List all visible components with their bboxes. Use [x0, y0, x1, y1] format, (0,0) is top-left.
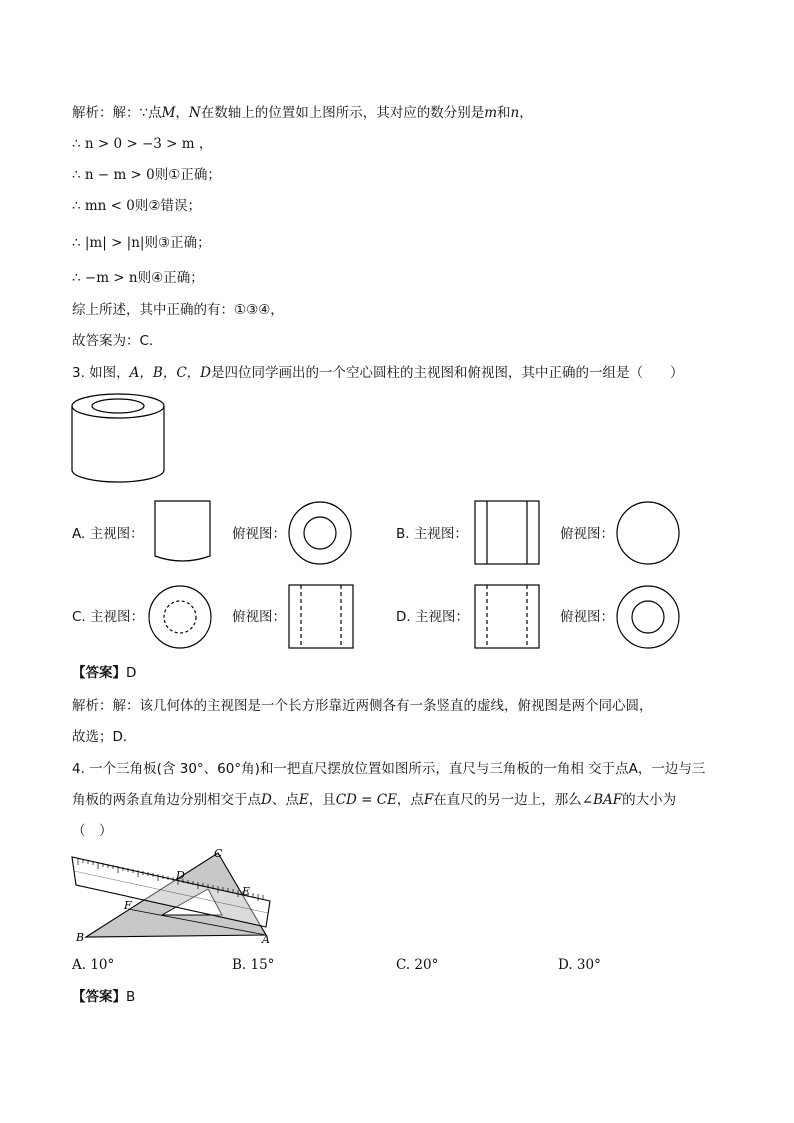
var-n: n [510, 105, 520, 121]
math: ∴ −m > n [72, 270, 138, 286]
label-F: F [124, 899, 132, 912]
math: ∠BAF [581, 792, 623, 808]
label-D: D [176, 869, 185, 882]
var-M: M [161, 105, 176, 121]
text: B. [396, 526, 410, 542]
text: 则③正确； [144, 235, 211, 251]
math: ∴ mn < 0 [72, 198, 135, 214]
q4-stem-line-3: （ ） [72, 823, 113, 839]
q4-choice-c: C. 20° [396, 957, 439, 973]
option-c-top-view [288, 584, 354, 650]
text: 主视图： [414, 609, 469, 625]
label-A: A [262, 933, 270, 946]
text: 、点 [271, 792, 299, 808]
q4-stem-line-2 [72, 791, 676, 809]
q3-stem [72, 364, 684, 382]
var-m: m [484, 105, 498, 121]
option-b-front-view [474, 500, 540, 566]
option-d-top-label: 俯视图： [560, 609, 614, 625]
text: C. [72, 609, 86, 625]
solution-line-7: 综上所述，其中正确的有：①③④， [72, 302, 284, 318]
solution-line-2: ∴ n > 0 > −3 > m ， [72, 136, 213, 152]
text: ，点 [396, 792, 424, 808]
text: 则①正确； [154, 167, 221, 183]
math: A，B，C，D [129, 365, 211, 381]
label-E: E [242, 885, 251, 898]
q4-stem-line-1: 4. 一个三角板(含 30°、60°角)和一把直尺摆放位置如图所示，直尺与三角板的一角相 交于点A，一边与三 [72, 761, 706, 777]
q3-conclusion: 故选；D． [72, 729, 137, 745]
text: ， [519, 105, 533, 121]
math: ∴ |m| > |n| [72, 235, 145, 251]
q3-explain: 解析：解：该几何体的主视图是一个长方形靠近两侧各有一条竖直的虚线，俯视图是两个同心圆， [72, 698, 653, 714]
q4-choice-a: A. 10° [72, 957, 115, 973]
solution-line-8: 故答案为：C． [72, 333, 163, 349]
q3-answer [72, 664, 136, 682]
option-b-top-label: 俯视图： [560, 526, 614, 542]
hollow-cylinder-figure [70, 392, 180, 487]
text: 在直尺的另一边上，那么 [433, 792, 582, 808]
text: 主视图： [90, 609, 145, 625]
var-N: N [188, 105, 201, 121]
option-a-front-label [72, 525, 144, 543]
var-F: F [423, 792, 434, 808]
text: 主视图： [89, 526, 144, 542]
math: CD = CE [335, 792, 397, 808]
answer-label: 【答案】 [72, 665, 126, 681]
text: 则②错误； [134, 198, 201, 214]
text: 解析：解：∵点 [72, 105, 162, 121]
solution-line-4 [72, 197, 201, 215]
text: 和 [497, 105, 511, 121]
q4-choice-b: B. 15° [232, 957, 275, 973]
text: 3. 如图， [72, 365, 130, 381]
option-b-front-label [396, 525, 468, 543]
answer-value: B [126, 989, 136, 1005]
option-c-top-label: 俯视图： [232, 609, 286, 625]
ruler-triangle-figure [66, 845, 286, 950]
option-c-front-label [72, 608, 144, 626]
text: ， [175, 105, 189, 121]
solution-line-3 [72, 166, 221, 184]
q4-answer [72, 988, 135, 1006]
solution-line-5 [72, 234, 211, 252]
option-b-top-view [616, 502, 680, 566]
text: 角板的两条直角边分别相交于点 [72, 792, 261, 808]
var-E: E [298, 792, 309, 808]
option-d-front-label [396, 608, 469, 626]
text: ，且 [308, 792, 336, 808]
option-c-front-view [148, 585, 212, 649]
label-B: B [76, 931, 85, 944]
text: 则④正确； [137, 270, 204, 286]
math: ∴ n − m > 0 [72, 167, 155, 183]
var-D: D [261, 792, 272, 808]
solution-line-1 [72, 104, 533, 122]
text: A. [72, 526, 86, 542]
option-a-front-view [154, 500, 212, 566]
solution-line-6 [72, 269, 204, 287]
q4-choice-d: D. 30° [558, 957, 601, 973]
text: 主视图： [413, 526, 468, 542]
option-d-top-view [616, 585, 680, 649]
label-C: C [214, 847, 223, 860]
text: 在数轴上的位置如上图所示，其对应的数分别是 [200, 105, 485, 121]
text: 是四位同学画出的一个空心圆柱的主视图和俯视图，其中正确的一组是（ ） [211, 365, 684, 381]
text: D. [396, 609, 411, 625]
answer-label: 【答案】 [72, 989, 126, 1005]
option-a-top-view [288, 502, 352, 566]
option-d-front-view [474, 584, 540, 650]
text: 的大小为 [622, 792, 677, 808]
option-a-top-label: 俯视图： [232, 526, 286, 542]
answer-value: D [126, 665, 137, 681]
